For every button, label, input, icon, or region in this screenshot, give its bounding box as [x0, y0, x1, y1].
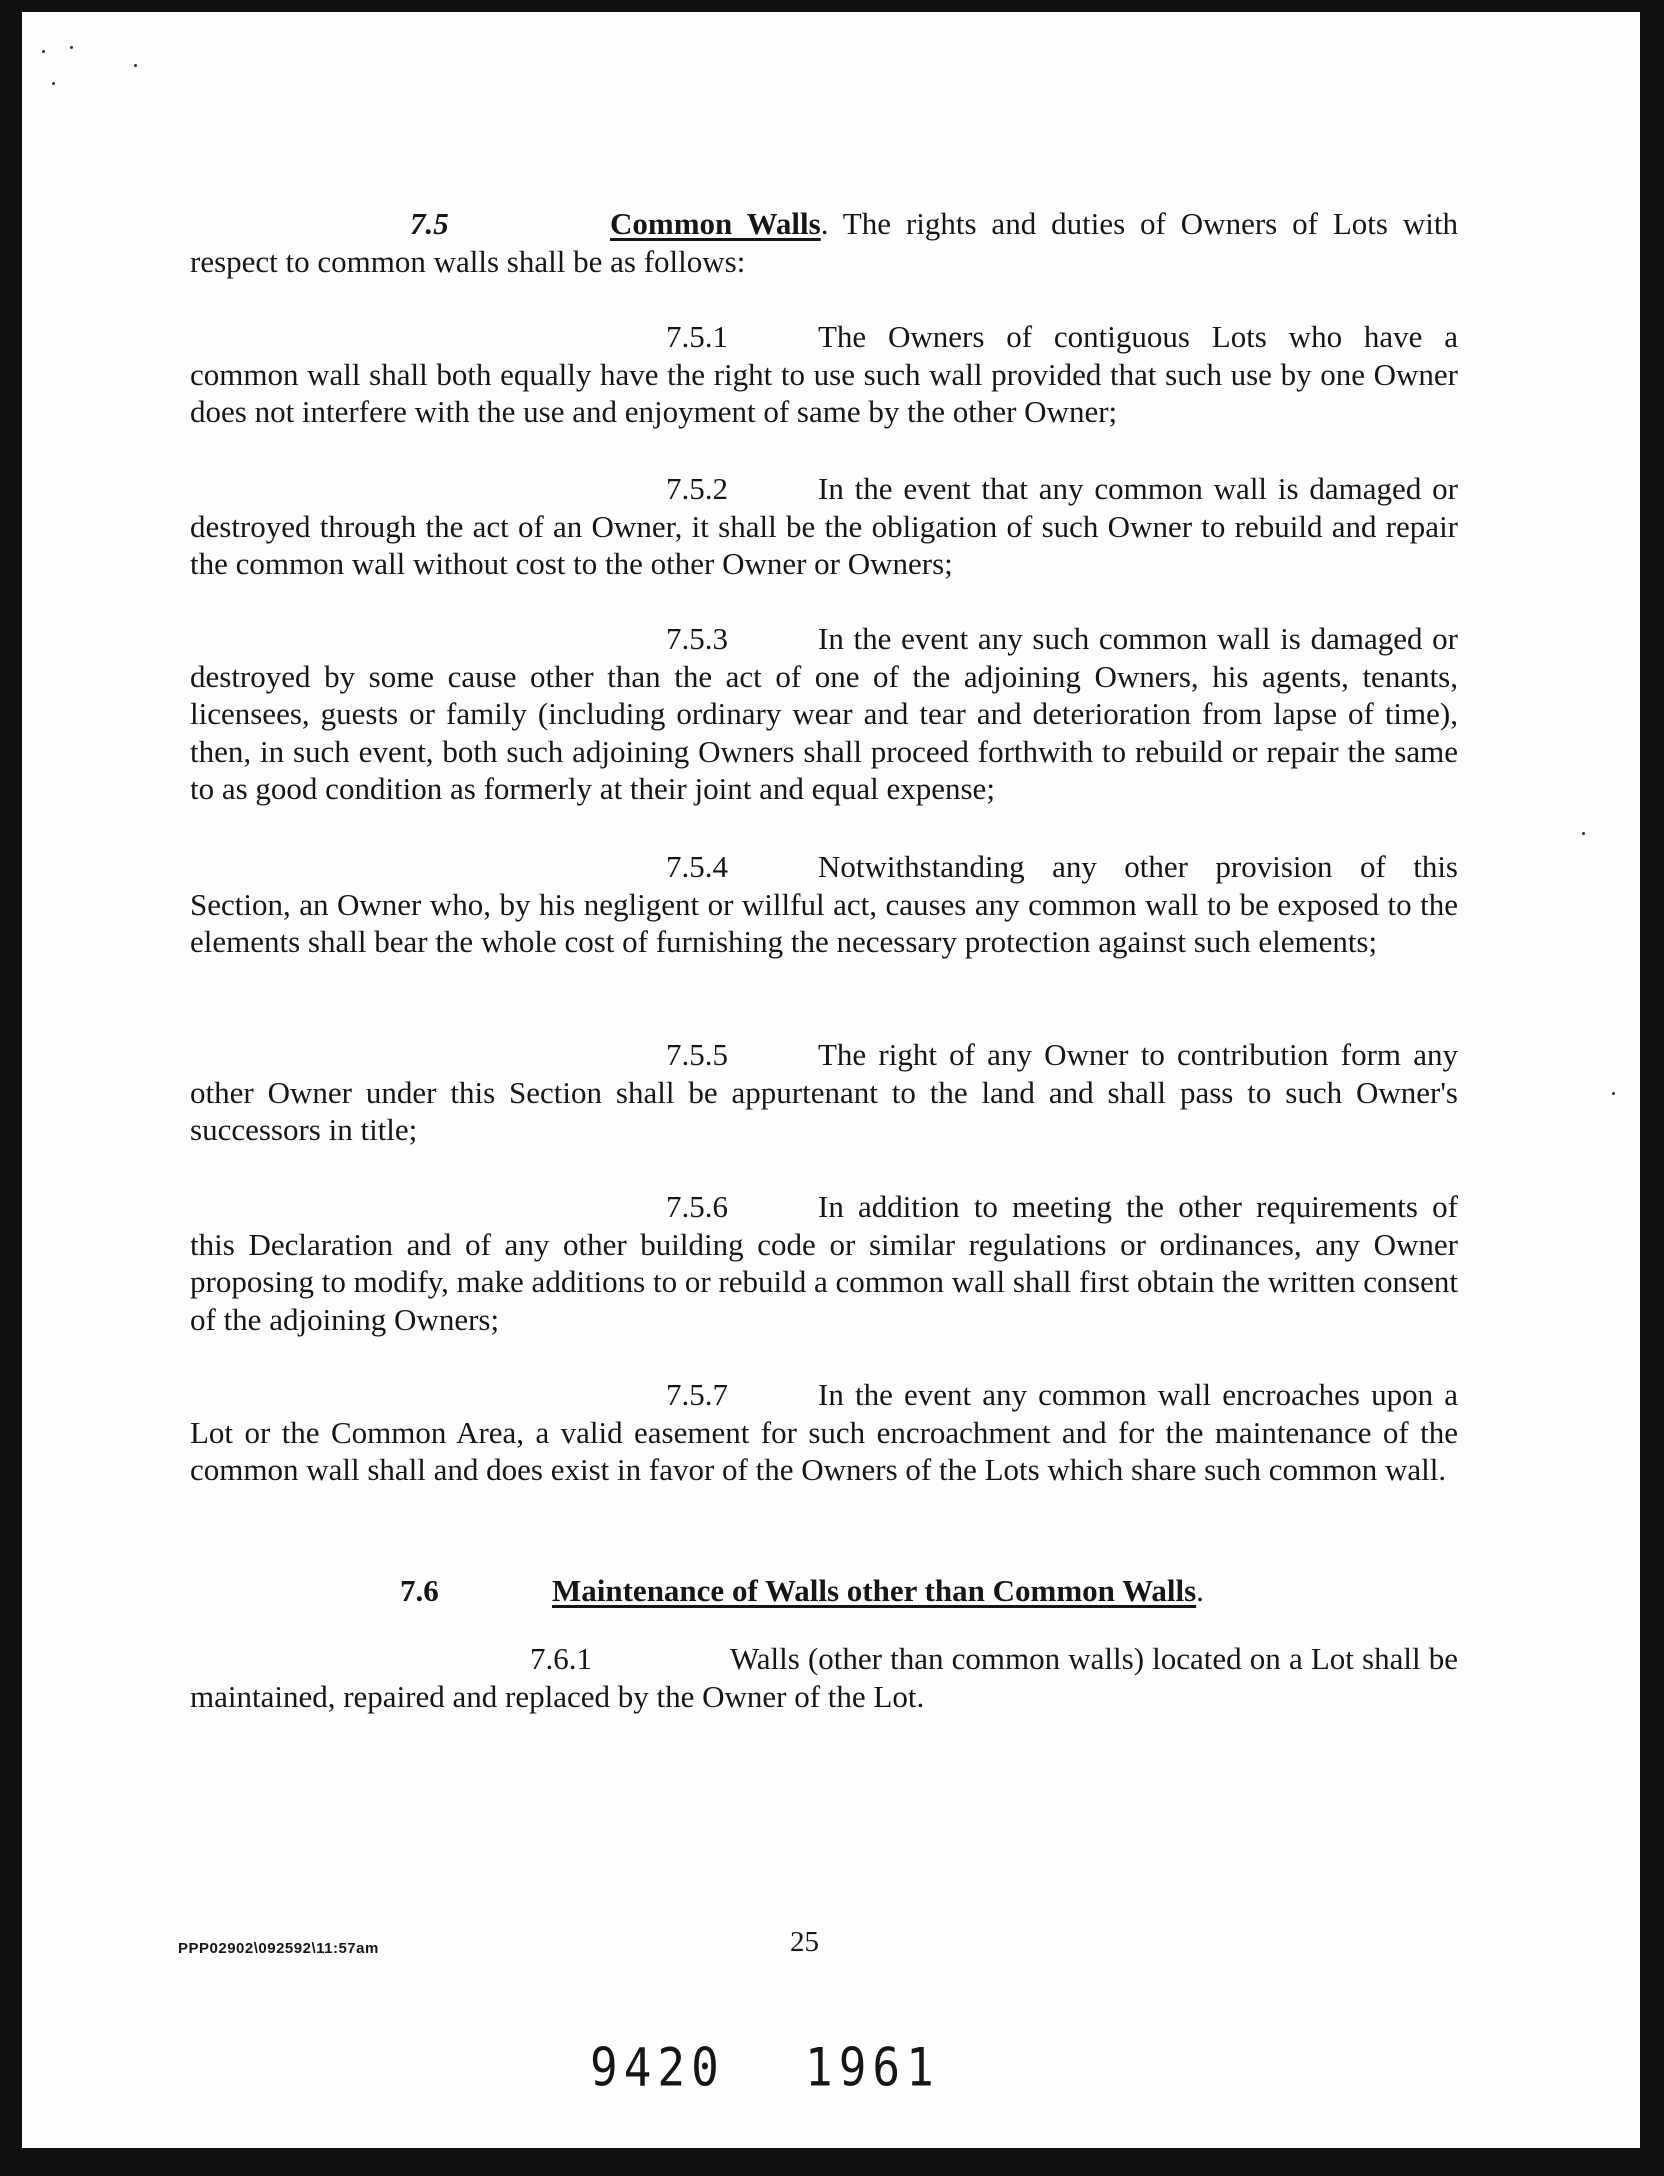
subsection-text: In addition to meeting the other requirements of this Declaration and of any other building code or similar regulations or ordinances, any Owner proposing to modify, make additions to or rebuild a common wall shall first obtain the written consent of the adjoining Owners;	[190, 1189, 1458, 1337]
subsection-number: 7.5.5	[666, 1037, 728, 1072]
subsection-text: The right of any Owner to contribution form any other Owner under this Section shall be appurtenant to the land and shall pass to such Owner's successors in title;	[190, 1037, 1458, 1147]
subsection-7-5-4	[190, 848, 1458, 961]
section-7-5-title: Common Walls	[610, 206, 821, 241]
subsection-7-5-5	[190, 1036, 1458, 1149]
subsection-text: In the event any common wall encroaches upon a Lot or the Common Area, a valid easement for such encroachment and for the maintenance of the common wall shall and does exist in favor of the Owners of the Lots which share such common wall.	[190, 1377, 1458, 1487]
scan-speck	[134, 64, 137, 67]
subsection-text: The Owners of contiguous Lots who have a common wall shall both equally have the right to use such wall provided that such use by one Owner does not interfere with the use and enjoyment of same by the other Owner;	[190, 319, 1458, 429]
subsection-7-6-1	[190, 1640, 1458, 1715]
subsection-7-5-6	[190, 1188, 1458, 1338]
scan-speck	[52, 82, 55, 85]
subsection-number: 7.6.1	[530, 1641, 592, 1676]
section-7-5-number: 7.5	[410, 206, 449, 241]
footer-file-id: PPP02902\092592\11:57am	[178, 1940, 379, 1957]
scan-speck	[70, 46, 73, 49]
section-7-5-intro: . The rights and duties of Owners of Lots with respect to common walls shall be as follows:	[190, 206, 1458, 279]
scan-speck	[42, 50, 45, 53]
section-7-6-title-end: .	[1196, 1573, 1204, 1608]
subsection-7-5-1	[190, 318, 1458, 431]
subsection-7-5-7	[190, 1376, 1458, 1489]
stamp-right: 1961	[805, 2035, 940, 2099]
subsection-number: 7.5.2	[666, 471, 728, 506]
subsection-number: 7.5.3	[666, 621, 728, 656]
subsection-text: Walls (other than common walls) located on a Lot shall be maintained, repaired and replaced by the Owner of the Lot.	[190, 1641, 1458, 1714]
page-number: 25	[790, 1926, 819, 1958]
subsection-text: In the event any such common wall is damaged or destroyed by some cause other than the act of one of the adjoining Owners, his agents, tenants, licensees, guests or family (including ordinary wear and tear and deterioration from lapse of time), then, in such event, both such adjoining Owners shall proceed forthwith to rebuild or repair the same to as good condition as formerly at their joint and equal expense;	[190, 621, 1458, 806]
subsection-number: 7.5.4	[666, 849, 728, 884]
scan-speck	[1582, 832, 1585, 835]
subsection-number: 7.5.1	[666, 319, 728, 354]
subsection-number: 7.5.6	[666, 1189, 728, 1224]
scan-speck	[1612, 1092, 1615, 1095]
subsection-text: Notwithstanding any other provision of this Section, an Owner who, by his negligent or willful act, causes any common wall to be exposed to the elements shall bear the whole cost of furnishing the necessary protection against such elements;	[190, 849, 1458, 959]
subsection-7-5-2	[190, 470, 1458, 583]
section-7-6-heading	[400, 1572, 1204, 1610]
subsection-number: 7.5.7	[666, 1377, 728, 1412]
subsection-7-5-3	[190, 620, 1458, 808]
section-7-6-number: 7.6	[400, 1573, 439, 1608]
subsection-text: In the event that any common wall is damaged or destroyed through the act of an Owner, it shall be the obligation of such Owner to rebuild and repair the common wall without cost to the other Owner or Owners;	[190, 471, 1458, 581]
section-7-6-title: Maintenance of Walls other than Common Walls	[552, 1573, 1197, 1608]
section-7-5-paragraph	[190, 205, 1458, 280]
stamp-left: 9420	[590, 2035, 725, 2099]
